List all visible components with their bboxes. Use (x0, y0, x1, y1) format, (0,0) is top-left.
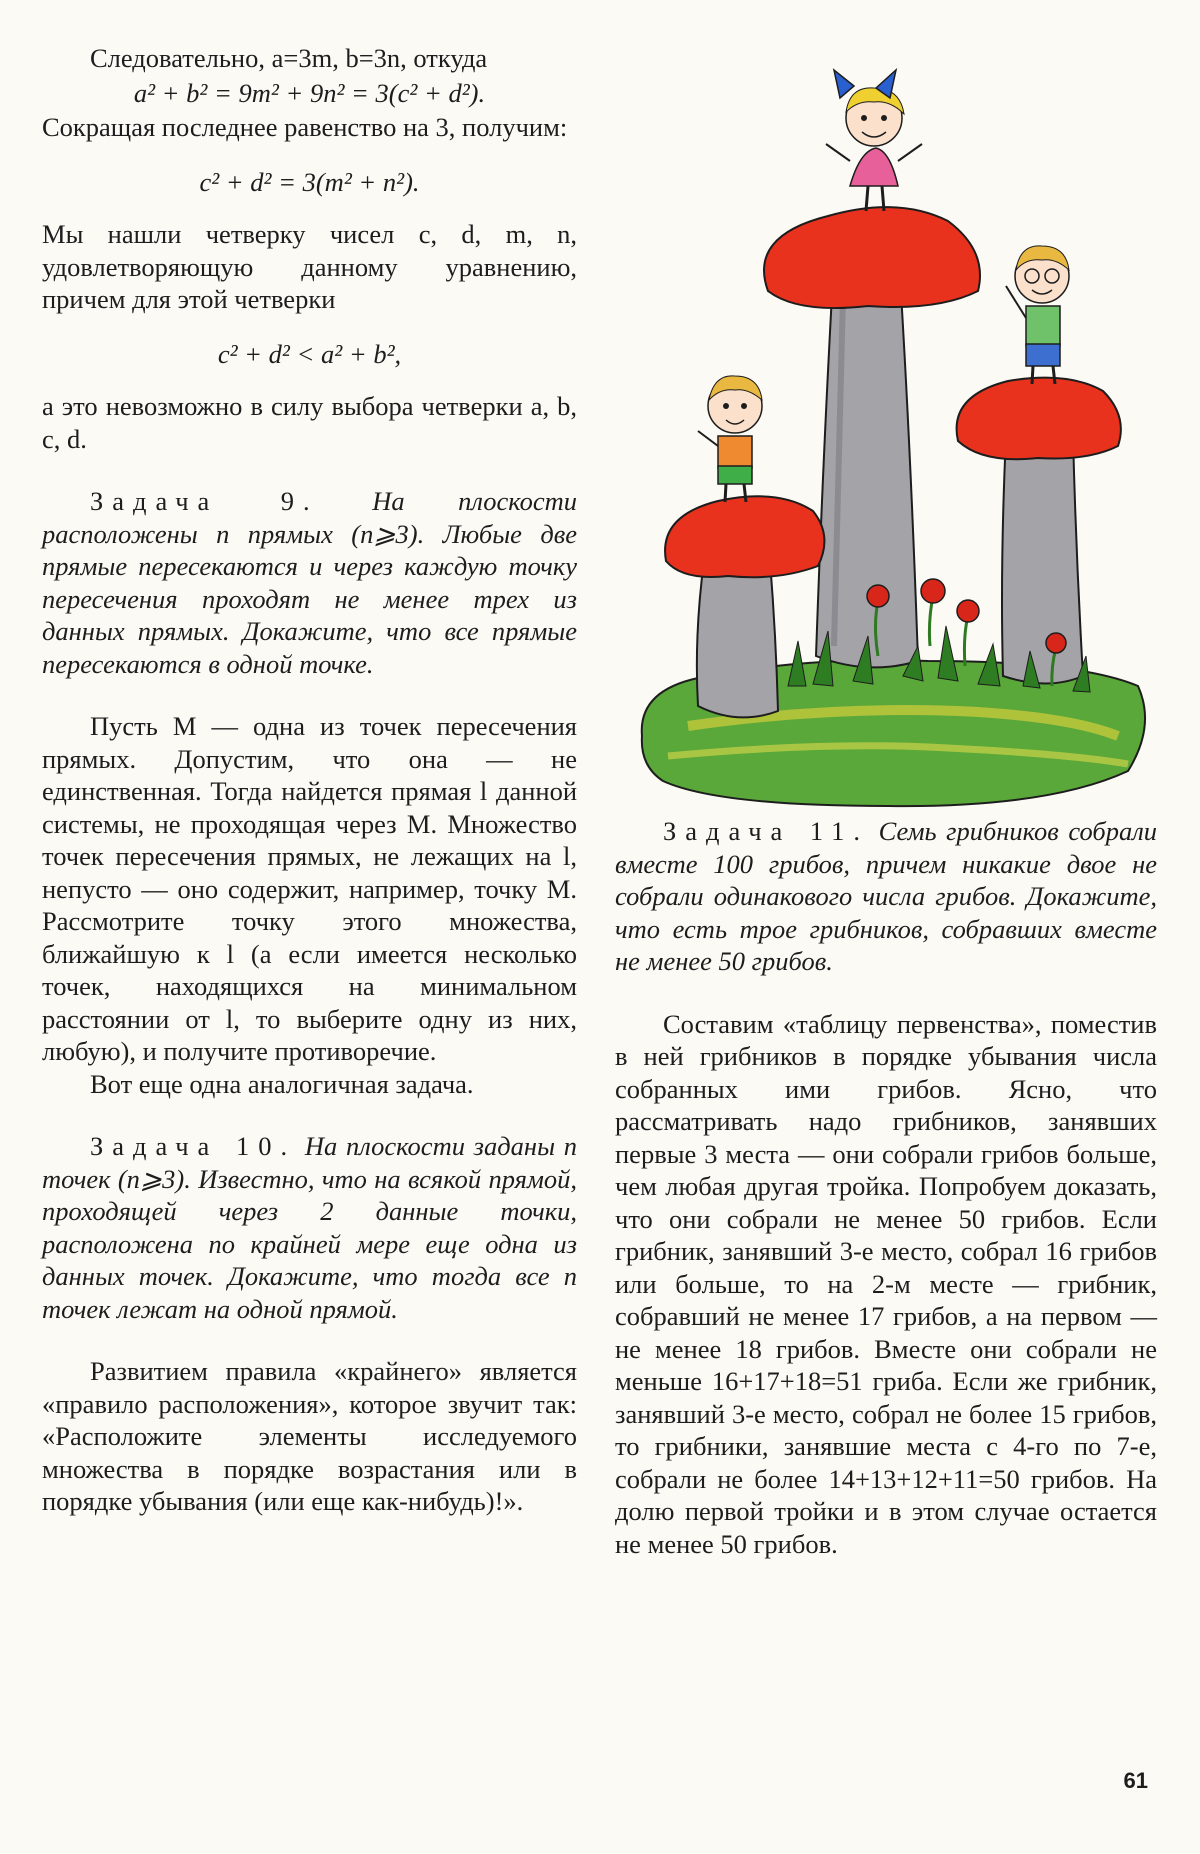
right-mushroom-stem (1002, 436, 1083, 684)
boy-figure (698, 376, 762, 502)
task-statement: На плоскости расположены n прямых (n⩾3). Любые две прямые пересекаются и через каждую точку пересечения проходят не менее трех из данных прямых. Докажите, что все прямые пересекаются в одной точке. (42, 486, 577, 679)
task-heading: Задача 11. (663, 816, 870, 846)
paragraph: Пусть M — одна из точек пересечения прямых. Допустим, что она — не единственная. Тогда найдется прямая l данной системы, не проходящая через M. Множество точек пересечения прямых, не лежащих на l, непусто — оно содержит, например, точку M. Рассмотрите точку этого множества, ближайшую к l (а если имеется несколько точек, находящихся на минимальном расстоянии от l, то выберите одну из них, любую), и получите противоречие. (42, 711, 577, 1066)
task-11 (615, 815, 1157, 978)
task-10 (42, 1130, 577, 1325)
equation: c² + d² = 3(m² + n²). (199, 166, 420, 197)
left-mushroom-stem (697, 561, 778, 717)
paragraph: Составим «таблицу первенства», поместив в ней грибников в порядке убывания числа собранных ими грибов. Ясно, что рассматривать надо грибников, занявших первые 3 места — они собрали грибов больше, чем любая другая тройка. Попробуем доказать, что они собрали не менее 50 грибов. Если грибник, занявший 3-е место, собрал 16 грибов или больше, то на 2-м месте — грибник, собравший не менее 17 грибов, а на первом — не менее 18 грибов. Вместе они собрали не меньше 16+17+18=51 гриба. Если же грибник, занявший 3-е место, собрал не более 15 грибов, то грибники, занявшие места с 4-го по 7-е, собрали не более 14+13+12+11=50 грибов. На долю первой тройки и в этом случае остается не менее 50 грибов. (615, 1008, 1157, 1559)
tall-mushroom-cap (764, 207, 980, 308)
paragraph: Следовательно, a=3m, b=3n, откуда (90, 43, 488, 73)
tall-mushroom-stem (816, 276, 918, 667)
page-number: 61 (1123, 1768, 1148, 1793)
task-statement: На плоскости заданы n точек (n⩾3). Известно, что на всякой прямой, проходящей через 2 данные точки, расположена по крайней мере еще одна из данных точек. Докажите, что тогда все n точек лежат на одной прямой. (42, 1131, 578, 1324)
equation: c² + d² < a² + b², (217, 338, 402, 369)
task-heading: Задача 10. (90, 1131, 297, 1161)
girl-figure (826, 70, 922, 211)
paragraph: а это невозможно в силу выбора четверки a, b, c, d. (42, 391, 577, 454)
left-column (42, 42, 577, 1518)
left-mushroom-cap (665, 496, 824, 577)
paragraph: Мы нашли четверку чисел c, d, m, n, удовлетворяющую данному уравнению, причем для этой четверки (42, 219, 577, 314)
task-heading: Задача 9. (90, 486, 319, 516)
mushrooms-illustration (628, 36, 1158, 816)
task-9 (42, 485, 577, 680)
boy-with-glasses-figure (1006, 246, 1069, 384)
right-mushroom-cap (957, 378, 1121, 460)
right-column (615, 815, 1157, 1560)
paragraph: Вот еще одна аналогичная задача. (90, 1068, 474, 1099)
equation: a² + b² = 9m² + 9n² = 3(c² + d²). (133, 77, 486, 108)
paragraph: Сокращая последнее равенство на 3, получим: (42, 112, 568, 142)
task-statement: Семь грибников собрали вместе 100 грибов, причем никакие двое не собрали одинакового числа грибов. Докажите, что есть трое грибников, собравших вместе не менее 50 грибов. (615, 816, 1158, 976)
paragraph: Развитием правила «крайнего» является «правило расположения», которое звучит так: «Расположите элементы исследуемого множества в порядке возрастания или в порядке убывания (или еще как-нибудь)!». (42, 1356, 577, 1516)
